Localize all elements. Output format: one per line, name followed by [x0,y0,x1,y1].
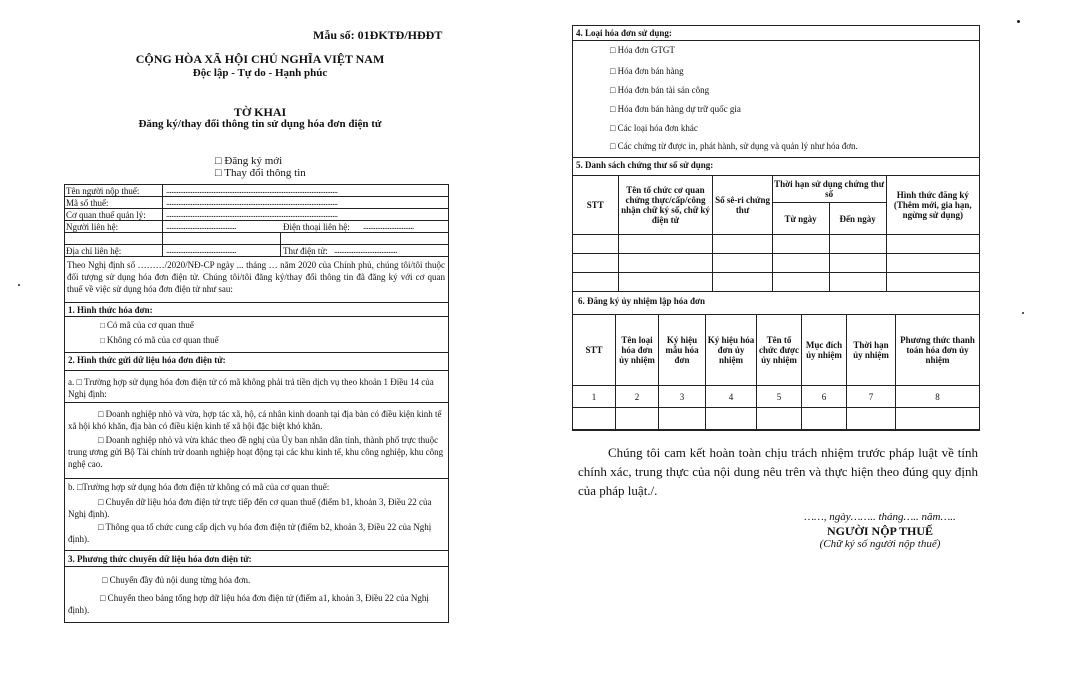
field-address[interactable]: ........................................ [166,245,236,255]
col-number: 5 [757,386,802,408]
label-taxpayer-name: Tên người nộp thuế: [66,186,140,196]
option-change-info[interactable] [215,167,306,179]
deleg-header-purpose: Mục đích ủy nhiệm [802,315,847,386]
commitment-paragraph: Chúng tôi cam kết hoàn toàn chịu trách nhiệm trước pháp luật về tính chính xác, trung thực của nội dung nêu trên và thực hiện theo đúng quy định của pháp luật./. [578,445,978,498]
sec2-option-b[interactable]: b. □Trường hợp sử dụng hóa đơn điện tử không có mã của cơ quan thuế: [68,482,330,492]
motto: Độc lập - Tự do - Hạnh phúc [192,67,328,79]
certificate-table [572,175,980,292]
table-row [573,408,980,430]
invoice-type-vat[interactable]: □ Hóa đơn GTGT [610,45,675,55]
sec3-option-full[interactable]: □ Chuyển đầy đủ nội dung từng hóa đơn. [102,575,251,585]
deleg-header-template-symbol: Ký hiệu mẫu hóa đơn [659,315,706,386]
field-email[interactable]: .................................... [334,245,397,255]
col-number: 1 [573,386,616,408]
label-contact-phone: Điện thoại liên hệ: [283,222,350,232]
checkbox-icon: □ [215,155,222,167]
option-new-registration[interactable] [215,155,282,167]
cert-header-to: Đến ngày [829,203,886,235]
section-1-title: 1. Hình thức hóa đơn: [68,305,153,315]
invoice-type-sales[interactable]: □ Hóa đơn bán hàng [610,66,684,76]
label-tax-code: Mã số thuế: [66,198,109,208]
field-tax-code[interactable]: .................................................................................................. [166,197,338,207]
form-code: Mẫu số: 01ĐKTĐ/HĐĐT [313,28,443,42]
col-number: 7 [847,386,896,408]
col-number: 3 [659,386,706,408]
deleg-header-invoice-type: Tên loại hóa đơn ủy nhiệm [616,315,659,386]
field-tax-office[interactable]: .................................................................................................. [166,209,338,219]
table-row [573,386,980,408]
scan-speck [18,284,20,286]
country-name: CỘNG HÒA XÃ HỘI CHỦ NGHĨA VIỆT NAM [135,52,385,66]
cert-header-validity: Thời hạn sử dụng chứng thư số [772,176,886,203]
deleg-header-invoice-symbol: Ký hiệu hóa đơn ủy nhiệm [706,315,757,386]
cert-header-reg-type: Hình thức đăng ký (Thêm mới, gia hạn, ngừng sử dụng) [886,176,979,235]
label-email: Thư điện tử: [283,246,328,256]
option-new-label: Đăng ký mới [224,155,283,167]
signer-note: (Chữ ký số người nộp thuế) [819,538,941,550]
table-row [573,235,980,254]
field-taxpayer-name[interactable]: .................................................................................................. [166,185,338,195]
deleg-header-duration: Thời hạn ủy nhiệm [847,315,896,386]
label-contact-person: Người liên hệ: [66,222,119,232]
field-contact-person[interactable]: ........................................ [166,221,236,231]
table-row [573,273,980,292]
table-row [573,254,980,273]
date-line: ……, ngày…….. tháng….. năm….. [804,511,956,523]
sec1-option-without-code[interactable] [100,335,219,345]
checkbox-icon: □ [215,167,222,179]
deleg-header-stt: STT [573,315,616,386]
invoice-type-documents[interactable]: □ Các chứng từ được in, phát hành, sử dụng và quản lý như hóa đơn. [610,141,858,151]
invoice-type-public-assets[interactable]: □ Hóa đơn bán tài sản công [610,85,710,95]
sec2-option-b1[interactable]: □ Chuyển dữ liệu hóa đơn điện tử trực tiếp đến cơ quan thuế (điểm b1, khoản 3, Điều 22 của Nghị định). [68,497,432,519]
label-address: Địa chỉ liên hệ: [66,246,122,256]
col-number: 6 [802,386,847,408]
delegation-table [572,314,980,430]
cert-header-from: Từ ngày [772,203,829,235]
sec1-option-with-code-label: Có mã của cơ quan thuế [106,320,194,330]
col-number: 8 [896,386,980,408]
sec1-option-without-code-label: Không có mã của cơ quan thuế [106,335,219,345]
doc-title: TỜ KHAI [233,105,287,119]
sec1-option-with-code[interactable] [100,320,194,330]
cert-header-stt: STT [573,176,619,235]
intro-paragraph: Theo Nghị định số ………/2020/NĐ-CP ngày ... tháng … năm 2020 của Chính phủ, chúng tôi/tôi thuộc đối tượng sử dụng hóa đơn điện tử. Chúng tôi/tôi đăng ký/thay đổi thông tin đã đăng ký với cơ quan thuế về việc sử dụng hóa đơn điện tử như sau: [67,260,445,294]
section-6-title: 6. Đăng ký ủy nhiệm lập hóa đơn [578,296,706,306]
section-5-title: 5. Danh sách chứng thư số sử dụng: [576,160,714,170]
section-4-title: 4. Loại hóa đơn sử dụng: [576,28,672,38]
label-tax-office: Cơ quan thuế quản lý: [66,210,146,220]
field-contact-phone[interactable]: ............................. [363,221,414,231]
cert-header-serial: Số sê-ri chứng thư [713,176,772,235]
cert-header-org: Tên tổ chức cơ quan chứng thực/cấp/công nhận chữ ký số, chữ ký điện tử [618,176,713,235]
deleg-header-payment: Phương thức thanh toán hóa đơn ủy nhiệm [896,315,980,386]
scan-speck [1022,312,1024,314]
scan-speck [1017,20,1020,23]
deleg-header-org: Tên tổ chức được ủy nhiệm [757,315,802,386]
option-change-label: Thay đổi thông tin [224,167,306,179]
invoice-type-national-reserve[interactable]: □ Hóa đơn bán hàng dự trữ quốc gia [610,104,741,114]
col-number: 2 [616,386,659,408]
sec2-option-a1[interactable]: □ Doanh nghiệp nhỏ và vừa, hợp tác xã, hộ, cá nhân kinh doanh tại địa bàn có điều kiện kinh tế xã hội khó khăn, địa bàn có điều kiện kinh tế xã hội đặc biệt khó khăn. [68,409,442,431]
sec2-option-a2[interactable]: □ Doanh nghiệp nhỏ và vừa khác theo đề nghị của Ủy ban nhân dân tỉnh, thành phố trực thuộc trung ương gửi Bộ Tài chính trừ doanh nghiệp hoạt động tại các khu kinh tế, khu công nghiệp, khu công nghệ cao. [68,435,444,469]
signer-title: NGƯỜI NỘP THUẾ [826,524,933,538]
section-2-title: 2. Hình thức gửi dữ liệu hóa đơn điện tử: [68,355,226,365]
sec2-option-b2[interactable]: □ Thông qua tổ chức cung cấp dịch vụ hóa đơn điện tử (điểm b2, khoản 3, Điều 22 của Nghị định). [68,522,432,544]
sec2-option-a[interactable]: a. □ Trường hợp sử dụng hóa đơn điện tử có mã không phải trả tiền dịch vụ theo khoản 1 Điều 14 của Nghị định: [68,377,434,399]
checkbox-icon: □ [100,336,105,345]
sec3-option-summary[interactable]: □ Chuyển theo bảng tổng hợp dữ liệu hóa đơn điện tử (điểm a1, khoản 3, Điều 22 của Nghị định). [68,593,429,615]
doc-subtitle: Đăng ký/thay đổi thông tin sử dụng hóa đơn điện tử [138,118,382,130]
checkbox-icon: □ [100,321,105,330]
section-3-title: 3. Phương thức chuyển dữ liệu hóa đơn điện tử: [68,554,252,564]
col-number: 4 [706,386,757,408]
invoice-type-other[interactable]: □ Các loại hóa đơn khác [610,123,698,133]
